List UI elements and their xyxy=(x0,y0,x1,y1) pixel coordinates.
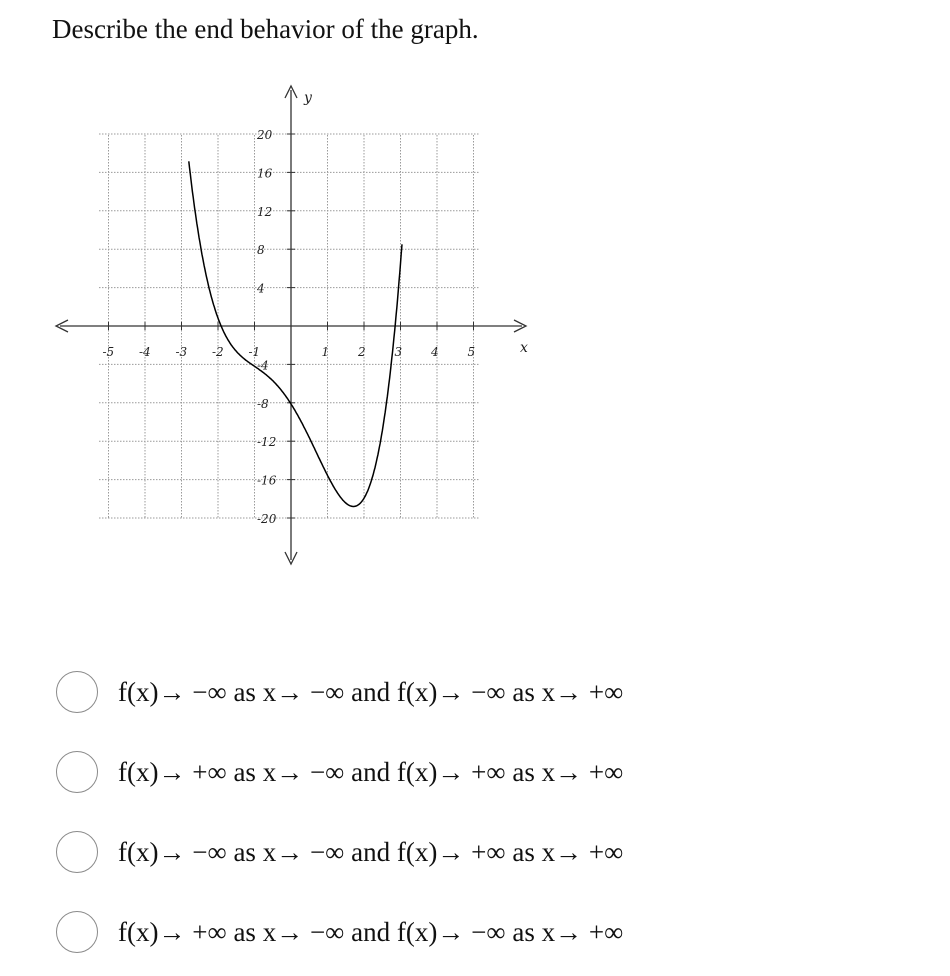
option-4-label: f(x)→ +∞ as x→ −∞ and f(x)→ −∞ as x→ +∞ xyxy=(118,916,624,947)
x-tick-label: 3 xyxy=(394,345,403,359)
x-axis-label: x xyxy=(520,340,528,356)
x-tick-label: 1 xyxy=(321,345,330,359)
y-tick-label: -16 xyxy=(257,473,277,488)
x-tick-label: -5 xyxy=(102,345,115,359)
option-2-label: f(x)→ +∞ as x→ −∞ and f(x)→ +∞ as x→ +∞ xyxy=(118,756,624,787)
polynomial-curve xyxy=(189,161,402,506)
option-1[interactable] xyxy=(56,668,623,716)
option-1-label: f(x)→ −∞ as x→ −∞ and f(x)→ −∞ as x→ +∞ xyxy=(118,676,624,707)
x-tick-label: 4 xyxy=(431,345,439,359)
y-tick-label: 20 xyxy=(257,128,273,142)
option-4-radio[interactable] xyxy=(56,911,98,953)
y-tick-label: 12 xyxy=(257,204,273,219)
option-1-radio[interactable] xyxy=(56,671,98,713)
option-3-label: f(x)→ −∞ as x→ −∞ and f(x)→ +∞ as x→ +∞ xyxy=(118,836,624,867)
x-tick-label: 2 xyxy=(358,345,366,359)
graph-tick-labels xyxy=(103,128,476,526)
y-tick-label: 16 xyxy=(257,166,273,181)
y-tick-label: -8 xyxy=(257,396,269,411)
y-axis-label: y xyxy=(304,90,312,106)
y-tick-label: -12 xyxy=(257,435,277,450)
y-tick-label: 8 xyxy=(257,243,265,258)
option-3[interactable] xyxy=(56,828,623,876)
y-tick-label: -4 xyxy=(257,358,269,373)
option-4[interactable] xyxy=(56,908,623,956)
x-tick-label: -4 xyxy=(139,345,151,359)
option-2[interactable] xyxy=(56,748,623,796)
question-text: Describe the end behavior of the graph. xyxy=(52,14,479,44)
x-tick-label: -3 xyxy=(175,345,188,359)
function-graph xyxy=(0,0,560,600)
option-3-radio[interactable] xyxy=(56,831,98,873)
option-2-radio[interactable] xyxy=(56,751,98,793)
x-tick-label: -1 xyxy=(248,345,261,359)
y-tick-label: 4 xyxy=(257,281,265,296)
x-tick-label: 5 xyxy=(467,345,476,359)
y-tick-label: -20 xyxy=(257,512,277,526)
graph-axes xyxy=(56,86,528,564)
x-tick-label: -2 xyxy=(212,345,224,359)
